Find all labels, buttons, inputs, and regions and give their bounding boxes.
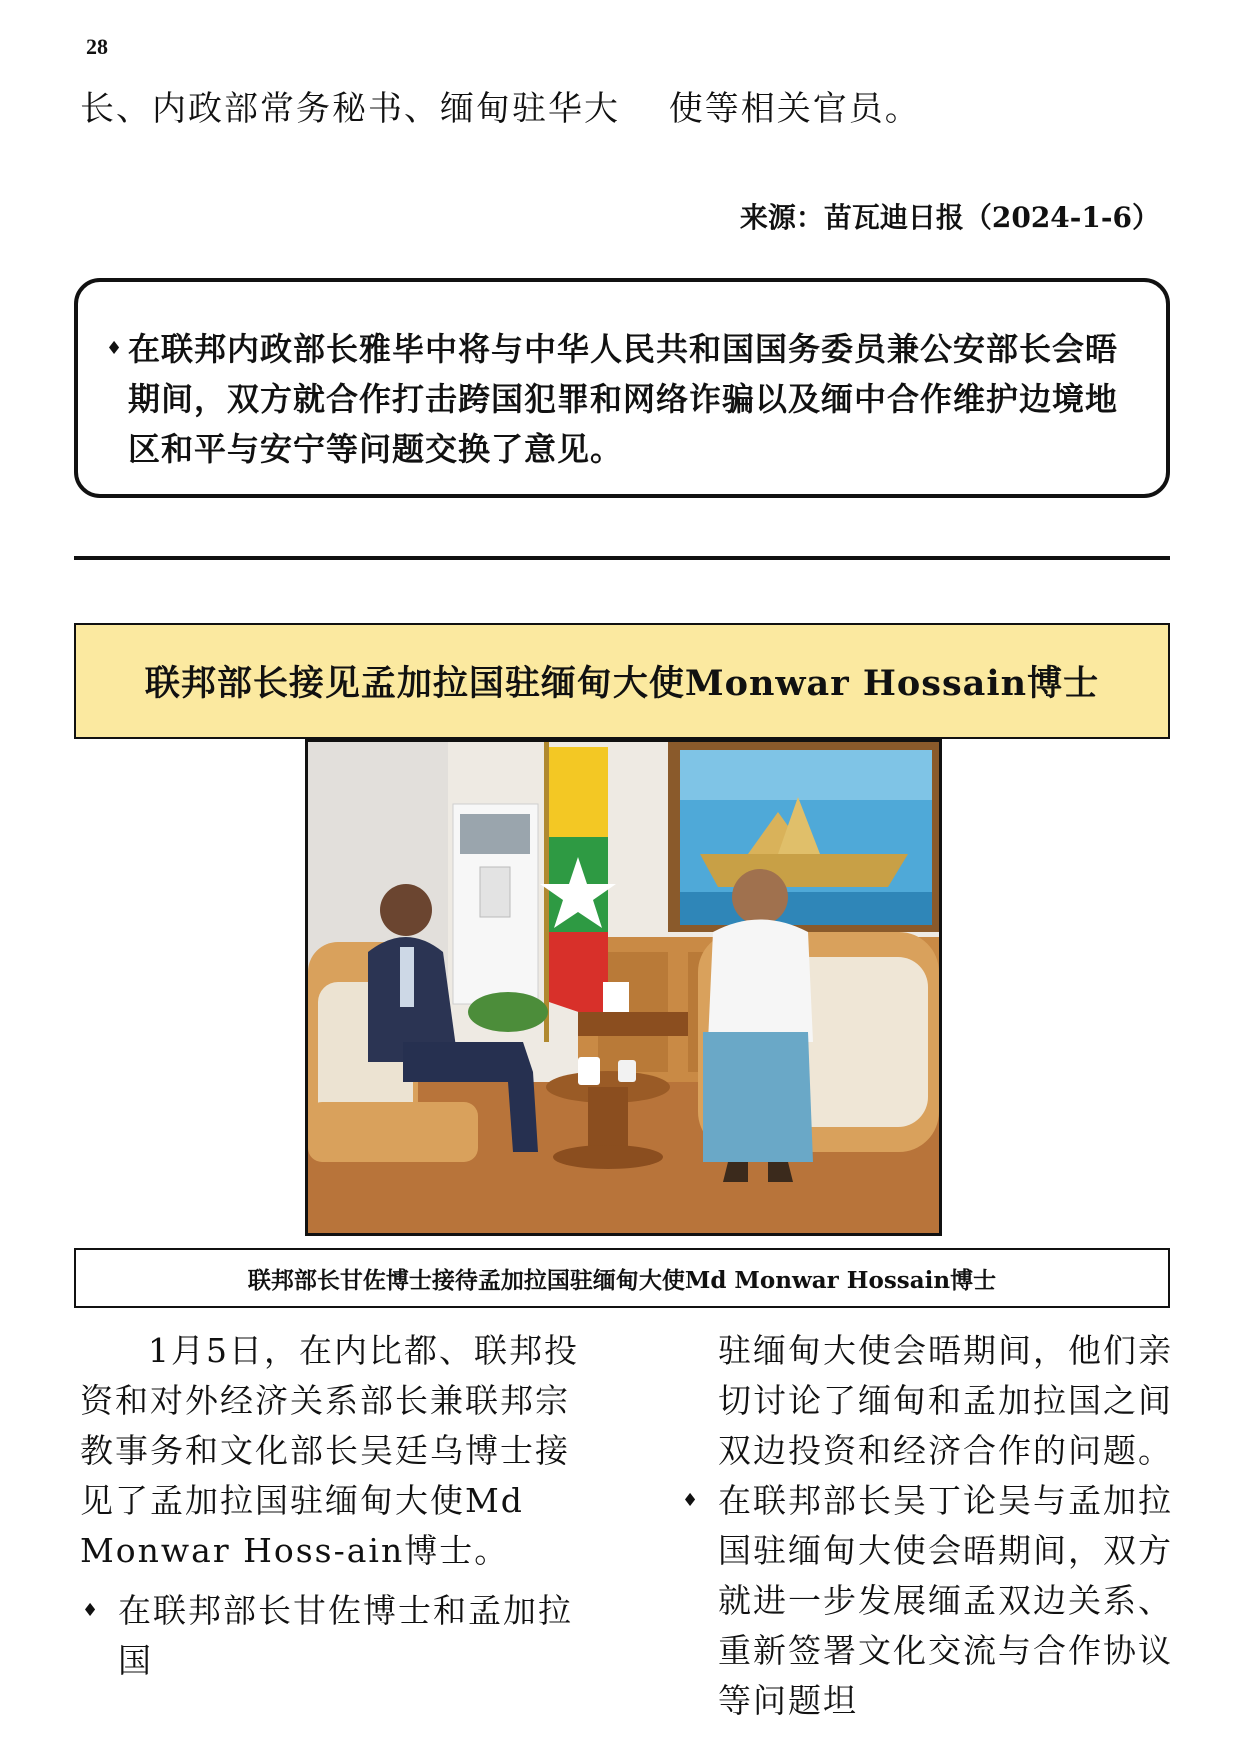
summary-box bbox=[74, 278, 1170, 498]
list-item-text: 在联邦部长吴丁论吴与孟加拉国驻缅甸大使会晤期间，双方就进一步发展缅孟双边关系、重新签署文化交流与合作协议等问题坦 bbox=[718, 1481, 1173, 1720]
source-citation: 来源：苗瓦迪日报（2024-1-6） bbox=[739, 201, 1160, 234]
diamond-bullet-icon: ♦ bbox=[106, 338, 123, 359]
list-item-continued bbox=[680, 1326, 1180, 1476]
photo-caption: 联邦部长甘佐博士接待孟加拉国驻缅甸大使Md Monwar Hossain博士 bbox=[247, 1266, 997, 1294]
headline-box bbox=[74, 623, 1170, 739]
article-photo bbox=[305, 739, 942, 1236]
summary-item bbox=[96, 324, 1144, 474]
right-column bbox=[680, 1326, 1180, 1726]
photo-caption-box bbox=[74, 1248, 1170, 1308]
diamond-bullet-icon: ♦ bbox=[82, 1600, 101, 1621]
list-item bbox=[80, 1586, 600, 1686]
summary-text: 在联邦内政部长雅毕中将与中华人民共和国国务委员兼公安部长会晤期间，双方就合作打击跨国犯罪和网络诈骗以及缅中合作维护边境地区和平与安宁等问题交换了意见。 bbox=[128, 330, 1119, 468]
list-item bbox=[680, 1476, 1180, 1726]
section-divider bbox=[74, 556, 1170, 560]
article-intro: 1月5日，在内比都、联邦投资和对外经济关系部长兼联邦宗教事务和文化部长吴廷乌博士接见了孟加拉国驻缅甸大使Md Monwar Hoss-ain博士。 bbox=[80, 1331, 579, 1570]
article-headline: 联邦部长接见孟加拉国驻缅甸大使Monwar Hossain博士 bbox=[144, 663, 1100, 704]
list-item-text-end: 驻缅甸大使会晤期间，他们亲切讨论了缅甸和孟加拉国之间双边投资和经济合作的问题。 bbox=[718, 1331, 1173, 1470]
continued-paragraph: 长、内政部常务秘书、缅甸驻华大 使等相关官员。 bbox=[80, 89, 921, 129]
left-column bbox=[80, 1326, 600, 1686]
diamond-bullet-icon: ♦ bbox=[682, 1490, 701, 1511]
list-item-text-start: 在联邦部长甘佐博士和孟加拉国 bbox=[118, 1591, 573, 1680]
page-number: 28 bbox=[86, 34, 108, 59]
